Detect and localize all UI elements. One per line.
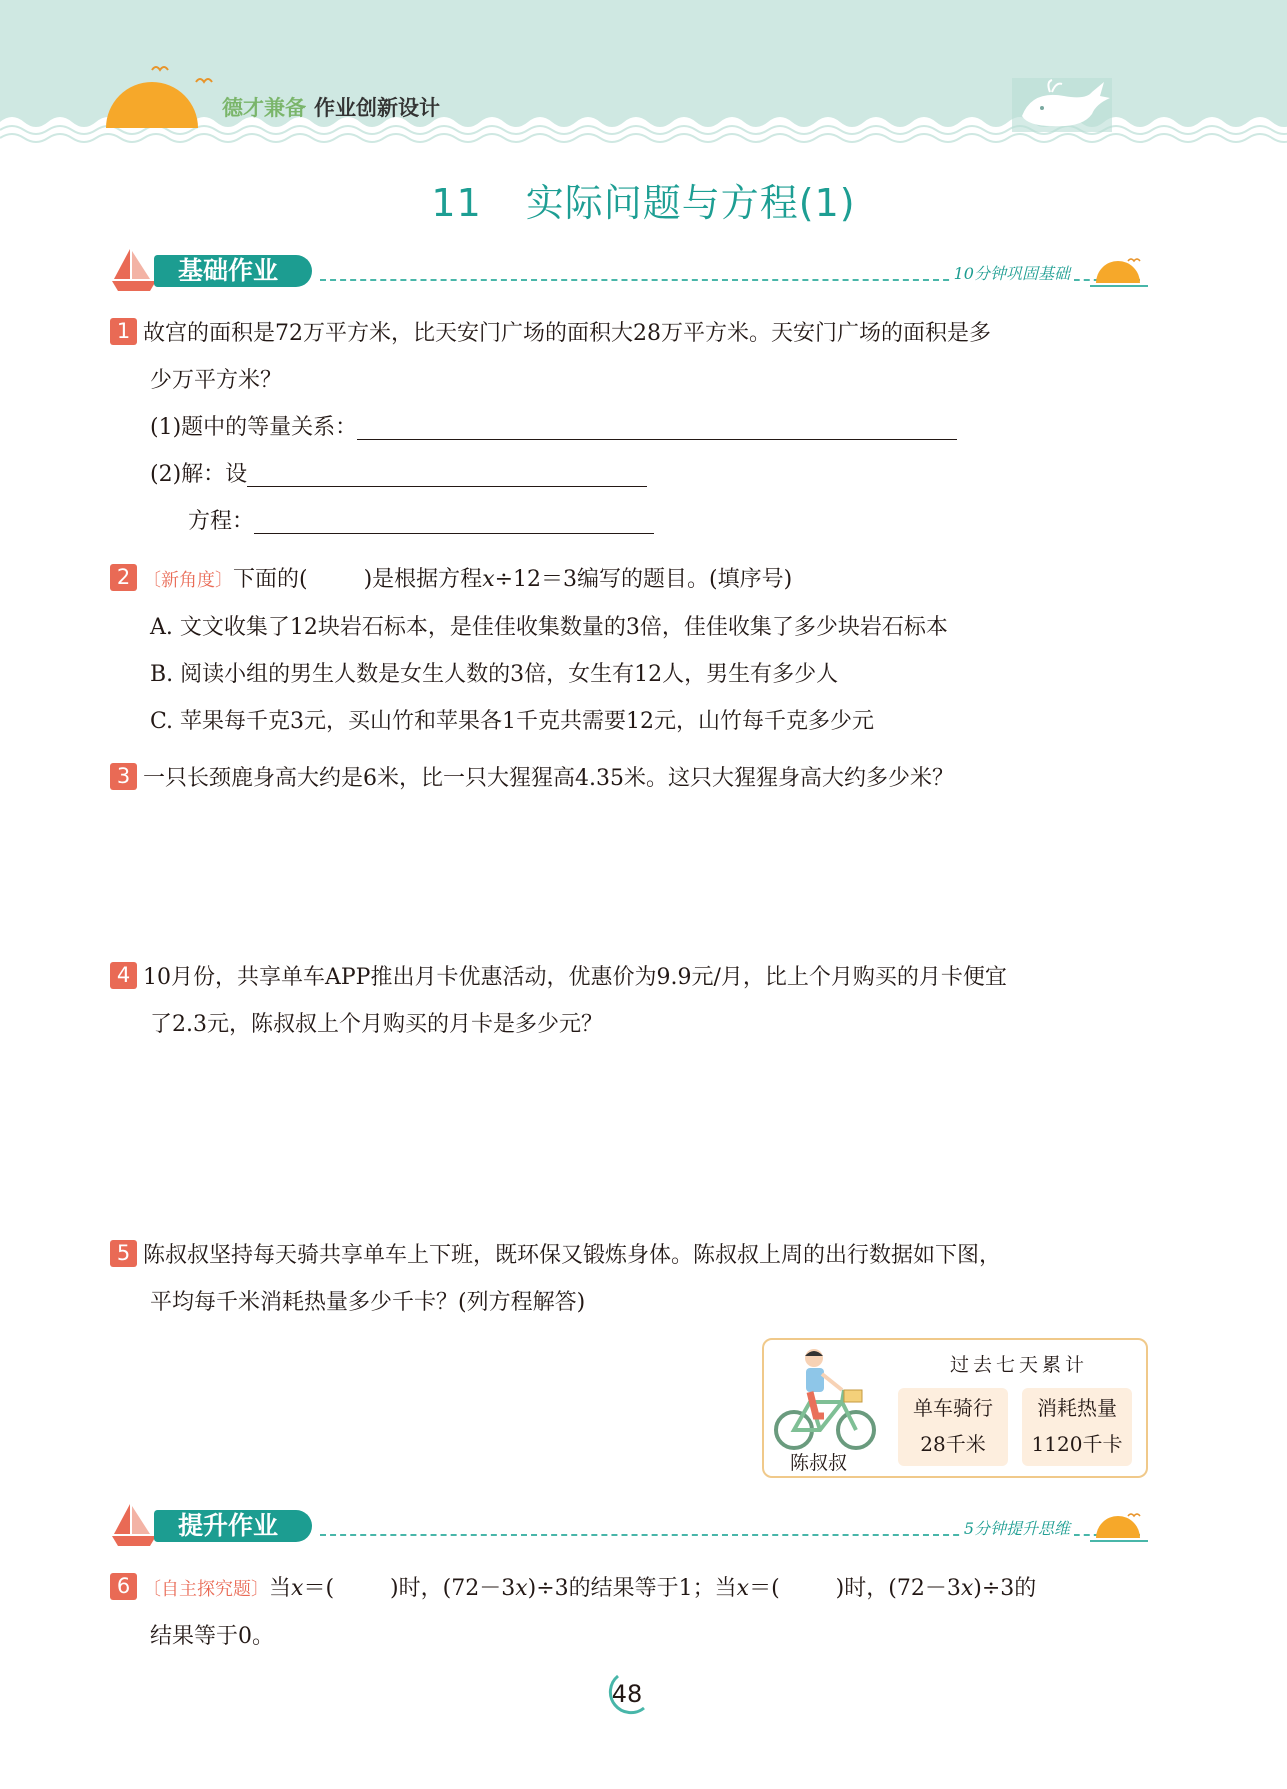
- question-stem-b: )是根据方程: [363, 567, 483, 592]
- distance-label: 单车骑行: [913, 1396, 993, 1420]
- series-title: [222, 92, 440, 122]
- question-text-continued: 了2.3元，陈叔叔上个月购买的月卡是多少元？: [150, 1012, 603, 1037]
- distance-cell: [898, 1388, 1008, 1466]
- q6-part1: 当: [269, 1576, 292, 1601]
- question-stem-c: ÷12＝3编写的题目。(填序号): [494, 567, 793, 592]
- variable-x: x: [291, 1576, 304, 1601]
- cyclist-illustration: [770, 1346, 882, 1458]
- q6-part3b: )时，(72－3: [835, 1576, 961, 1601]
- variable-x: x: [515, 1576, 528, 1601]
- section-label: 提升作业: [154, 1510, 312, 1542]
- lesson-number: 11: [431, 181, 482, 225]
- series-name: 德才兼备: [222, 96, 306, 120]
- question-5: [110, 1232, 1150, 1326]
- question-6: [110, 1565, 1150, 1660]
- page-number: 48: [611, 1680, 643, 1708]
- equation-label: 方程：: [188, 509, 255, 534]
- subquestion-2-label: (2)解：设: [150, 462, 248, 487]
- lesson-title: 实际问题与方程(1): [525, 181, 856, 225]
- question-number: 1: [110, 318, 137, 345]
- answer-blank-equation[interactable]: [254, 503, 654, 534]
- question-number: 3: [110, 763, 137, 790]
- q6-part3: )时，(72－3: [390, 1576, 516, 1601]
- variable-x: x: [960, 1576, 974, 1601]
- question-text-continued: 结果等于0。: [150, 1624, 274, 1649]
- question-text: 陈叔叔坚持每天骑共享单车上下班，既环保又锻炼身体。陈叔叔上周的出行数据如下图，: [143, 1243, 1002, 1268]
- variable-x: x: [736, 1576, 750, 1601]
- birds-icon: [148, 60, 218, 90]
- question-stem-a: 下面的(: [233, 567, 308, 592]
- answer-blank-let[interactable]: [247, 456, 647, 487]
- option-c: C. 苹果每千克3元，买山竹和苹果各1千克共需要12元，山竹每千克多少元: [150, 709, 875, 734]
- question-tag: 〔自主探究题〕: [143, 1579, 269, 1600]
- calories-value: 1120千卡: [1031, 1432, 1123, 1456]
- cycling-data-box: [762, 1338, 1148, 1478]
- question-number: 4: [110, 962, 137, 989]
- q6-part2: ＝(: [303, 1576, 335, 1601]
- question-4: [110, 954, 1150, 1048]
- section-label: 基础作业: [154, 255, 312, 287]
- question-1: [110, 310, 1150, 545]
- question-3: [110, 755, 1150, 802]
- question-text: 一只长颈鹿身高大约是6米，比一只大猩猩高4.35米。这只大猩猩身高大约多少米？: [143, 766, 954, 791]
- question-text: 10月份，共享单车APP推出月卡优惠活动，优惠价为9.9元/月，比上个月购买的月卡便宜: [143, 965, 1007, 990]
- question-text-continued: 少万平方米？: [150, 368, 283, 393]
- option-b: B. 阅读小组的男生人数是女生人数的3倍，女生有12人，男生有多少人: [150, 662, 839, 687]
- sunset-icon: [1088, 255, 1150, 291]
- series-subtitle: 作业创新设计: [314, 96, 440, 120]
- q6-part2b: ＝(: [749, 1576, 780, 1601]
- q6-part5: )÷3的: [973, 1576, 1037, 1601]
- section-time-note: 5分钟提升思维: [960, 1516, 1074, 1539]
- calories-cell: [1022, 1388, 1132, 1466]
- subquestion-1-label: (1)题中的等量关系：: [150, 415, 358, 440]
- distance-value: 28千米: [920, 1432, 986, 1456]
- calories-label: 消耗热量: [1037, 1396, 1117, 1420]
- question-2: [110, 556, 1150, 745]
- question-text-continued: 平均每千米消耗热量多少千卡？(列方程解答): [150, 1290, 586, 1315]
- box-title: 过去七天累计: [949, 1354, 1088, 1376]
- question-number: 5: [110, 1240, 137, 1267]
- whale-icon: [1012, 76, 1112, 132]
- option-a: A. 文文收集了12块岩石标本，是佳佳收集数量的3倍，佳佳收集了多少块岩石标本: [150, 615, 948, 640]
- question-tag: 〔新角度〕: [143, 570, 233, 591]
- sailboat-icon: [110, 245, 158, 293]
- section-header-advanced: [110, 1500, 1150, 1550]
- page-title: [0, 172, 1287, 227]
- variable-x: x: [482, 567, 495, 592]
- answer-blank-relation[interactable]: [357, 409, 957, 440]
- person-label: 陈叔叔: [790, 1452, 848, 1474]
- section-header-basic: [110, 245, 1150, 295]
- sailboat-icon: [110, 1500, 158, 1548]
- q6-part4: )÷3的结果等于1；当: [527, 1576, 737, 1601]
- question-text: 故宫的面积是72万平方米，比天安门广场的面积大28万平方米。天安门广场的面积是多: [143, 321, 991, 346]
- sunset-icon: [1088, 1510, 1150, 1546]
- section-time-note: 10分钟巩固基础: [950, 261, 1074, 284]
- question-number: 2: [110, 564, 137, 591]
- question-number: 6: [110, 1573, 137, 1600]
